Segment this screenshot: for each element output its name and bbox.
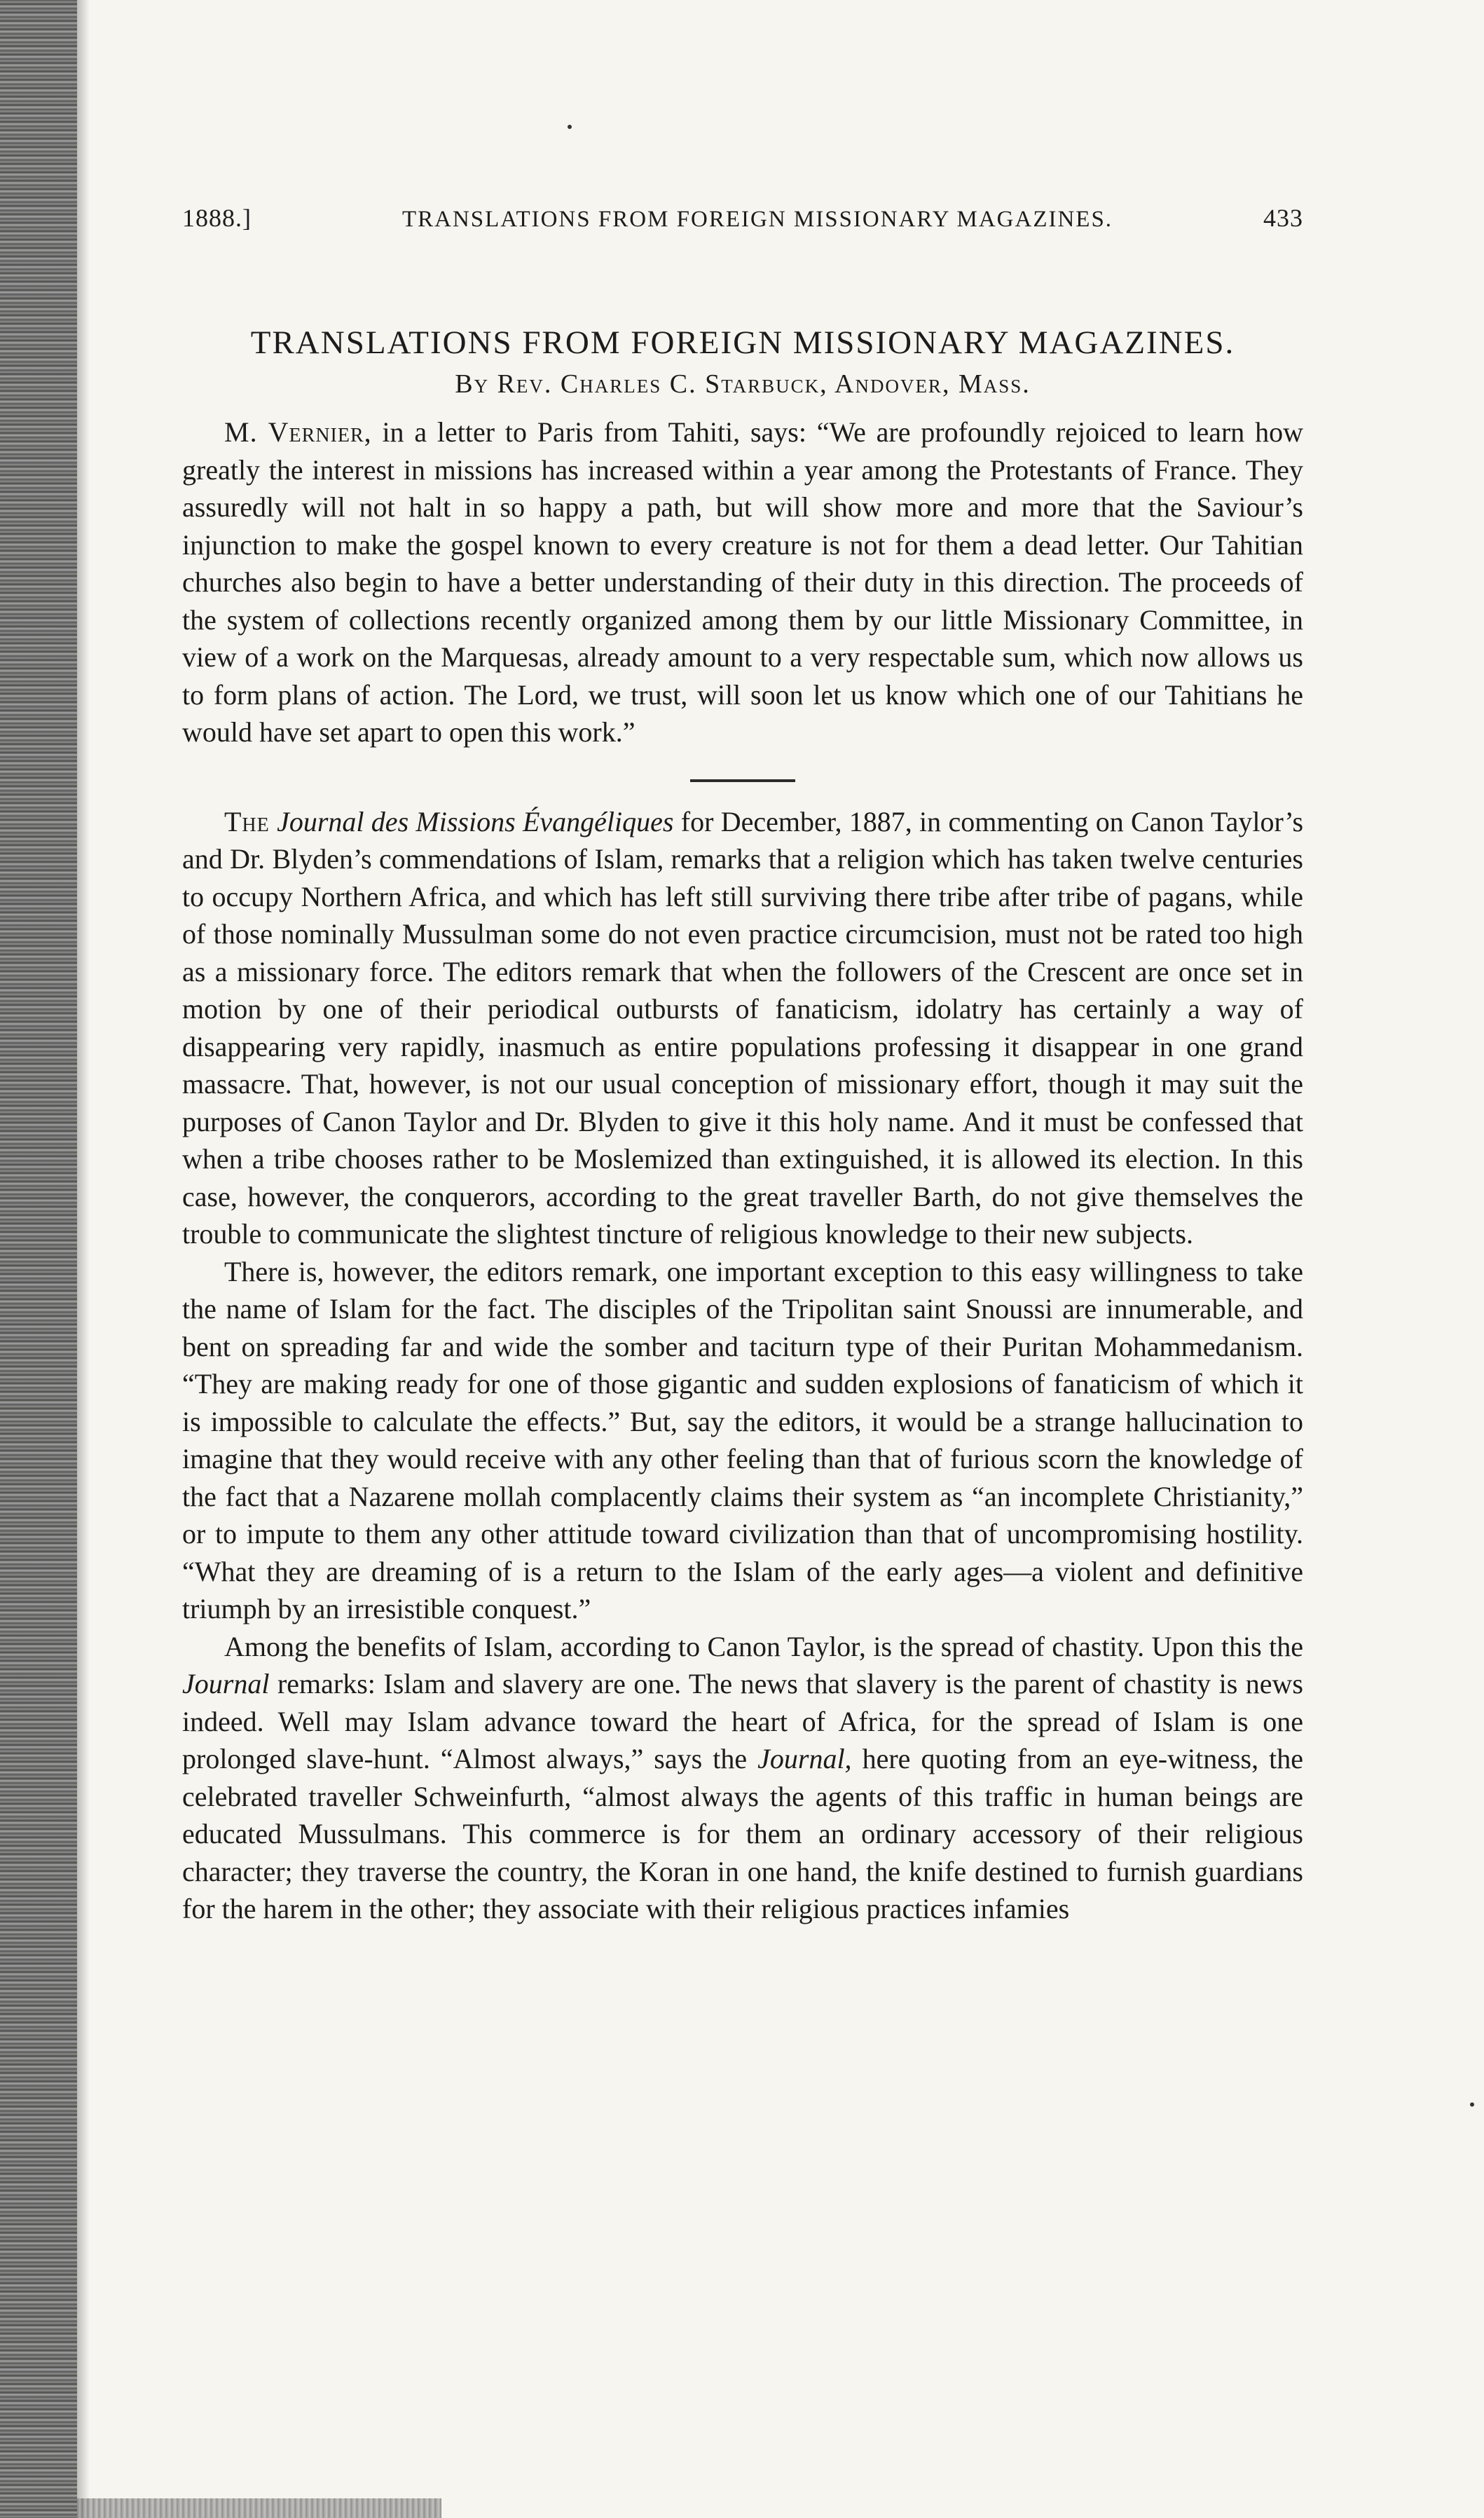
running-head (182, 203, 1303, 233)
paragraph-lead: M. Vernier, (224, 416, 372, 448)
running-head-title: TRANSLATIONS FROM FOREIGN MISSIONARY MAGAZINES. (401, 207, 1113, 232)
scanned-binding-edge (0, 0, 77, 2518)
journal-title: Journal, (757, 1743, 852, 1774)
paragraph-snoussi-exception (182, 1253, 1303, 1628)
article-byline: By Rev. Charles C. Starbuck, Andover, Mass. (455, 369, 1031, 399)
running-head-year: 1888.] (182, 204, 252, 232)
scanned-bottom-edge (77, 2498, 441, 2518)
page-number: 433 (1263, 204, 1303, 232)
article-title: TRANSLATIONS FROM FOREIGN MISSIONARY MAGAZINES. (250, 324, 1235, 361)
paragraph-lead: The (224, 805, 270, 837)
paragraph-text: Among the benefits of Islam, according to Canon Taylor, is the spread of chastity. Upon this the (224, 1630, 1303, 1662)
section-divider (690, 779, 795, 782)
paragraph-text: here quoting from an eye-witness, the celebrated traveller Schweinfurth, “almost always the agents of this traffic in human beings are educated Mussulmans. This commerce is for them an ordinary accessory of their religious character; they traverse the country, the Koran in one hand, the knife destined to furnish guardians for the harem in the other; they associate with their religious practices infamies (182, 1743, 1304, 1924)
paragraph-chastity-slavery (182, 1628, 1303, 1928)
journal-title: Journal des Missions Évangéliques (277, 805, 674, 837)
scan-speck (1470, 2102, 1474, 2107)
journal-title: Journal (182, 1668, 270, 1699)
paragraph-text: remarks: Islam and slavery are one. The news that slavery is the parent of chastity is news indeed. Well may Islam advance toward the heart of Africa, for the spread of Islam is one prolonged slave-hunt. “Almost always,” says the (182, 1668, 1303, 1774)
paragraph-text: in a letter to Paris from Tahiti, says: “We are profoundly rejoiced to learn how greatly the interest in missions has increased within a year among the Protestants of France. They assuredly will not halt in so happy a path, but will show more and more that the Saviour’s injunction to make the gospel known to every creature is not for them a dead letter. Our Tahitian churches also begin to have a better understanding of their duty in this direction. The proceeds of the system of collections recently organized among them by our little Missionary Committee, in view of a work on the Marquesas, already amount to a very respectable sum, which now allows us to form plans of action. The Lord, we trust, will soon let us know which one of our Tahitians he would have set apart to open this work.” (182, 416, 1303, 748)
paragraph-journal-commentary (182, 803, 1303, 1253)
paragraph-text: for December, 1887, in commenting on Canon Taylor’s and Dr. Blyden’s commendations of Islam, remarks that a religion which has taken twelve centuries to occupy Northern Africa, and which has left still surviving there tribe after tribe of pagans, while of those nominally Mussulman some do not even practice circumcision, must not be rated too high as a missionary force. The editors remark that when the followers of the Crescent are once set in motion by one of their periodical outbursts of fanaticism, idolatry has certainly a way of disappearing very rapidly, inasmuch as entire populations professing it disappear in one grand massacre. That, however, is not our usual conception of missionary effort, though it may suit the purposes of Canon Taylor and Dr. Blyden to give it this holy name. And it must be confessed that when a tribe chooses rather to be Moslemized than extinguished, it is allowed its election. In this case, however, the conquerors, according to the great traveller Barth, do not give themselves the trouble to communicate the slightest tincture of religious knowledge to their new subjects. (182, 805, 1304, 1250)
paragraph-vernier-letter (182, 413, 1303, 751)
scan-speck (568, 125, 572, 129)
paragraph-text: There is, however, the editors remark, one important exception to this easy willingness to take the name of Islam for the fact. The disciples of the Tripolitan saint Snoussi are innumerable, and bent on spreading far and wide the somber and taciturn type of their Puritan Mohammedanism. “They are making ready for one of those gigantic and sudden explosions of fanaticism of which it is impossible to calculate the effects.” But, say the editors, it would be a strange hallucination to imagine that they would receive with any other feeling than that of furious scorn the knowledge of the fact that a Nazarene mollah complacently claims their system as “an incomplete Christianity,” or to impute to them any other attitude toward civilization than that of uncompromising hostility. “What they are dreaming of is a return to the Islam of the early ages—a violent and definitive triumph by an irresistible conquest.” (182, 1255, 1303, 1624)
document-page (182, 203, 1303, 1928)
